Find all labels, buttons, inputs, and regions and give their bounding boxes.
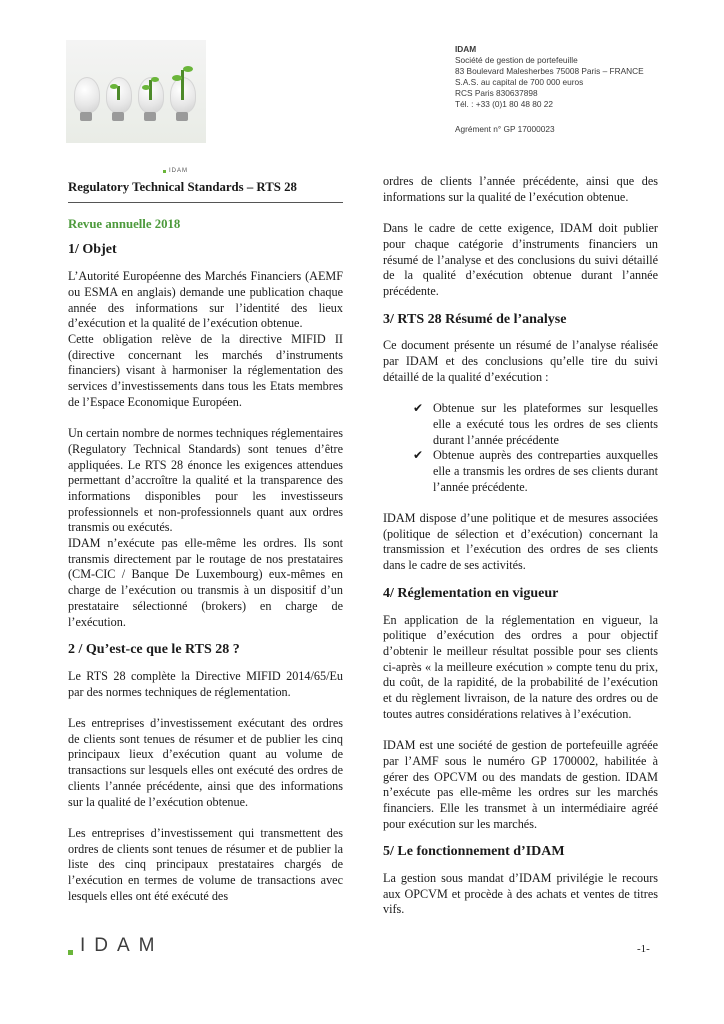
list-item-text: Obtenue auprès des contreparties auxquelles elle a transmis les ordres de ses clients durant l’année précédente. [433,448,658,494]
left-column [68,180,343,904]
section-3-heading: 3/ RTS 28 Résumé de l’analyse [383,311,567,327]
company-line: 83 Boulevard Malesherbes 75008 Paris – FRANCE [455,66,644,76]
paragraph: Le RTS 28 complète la Directive MIFID 2014/65/Eu par des normes techniques de réglementation. [68,668,343,699]
company-line: S.A.S. au capital de 700 000 euros [455,77,584,87]
company-logo [66,40,206,174]
paragraph: L’Autorité Européenne des Marchés Financiers (AEMF ou ESMA en anglais) demande une publication chaque année des informations sur l’identité des lieux d’exécution et la qualité de l’exécution obtenue. [68,269,343,331]
document-title: Regulatory Technical Standards – RTS 28 [68,180,343,203]
company-line: Tél. : +33 (0)1 80 48 80 22 [455,99,554,109]
check-icon: ✔ [413,401,424,416]
logo-text: IDAM [169,168,188,174]
paragraph: IDAM est une société de gestion de portefeuille agréée par l’AMF sous le numéro GP 1700002, habilitée à gérer des OPCVM ou des mandats de gestion. IDAM n’exécute pas elle-même les ordres sur les marchés financiers. Elle les transmet à un intermédiaire agréé pour exécution sur les marchés. [383,738,658,831]
company-name: IDAM [455,44,477,54]
paragraph: Cette obligation relève de la directive MIFID II (directive concernant les marchés d’instruments financiers) visant à harmoniser la réglementation des services d’investissements dans tous les Etats membres de l’Espace Economique Européen. [68,331,343,409]
company-line: RCS Paris 830637898 [455,88,538,98]
right-column [383,174,658,918]
paragraph: En application de la réglementation en vigueur, la politique d’exécution des ordres a pour objectif d’obtenir le meilleur résultat possible pour ses clients ci-après « la meilleure exécution » compte tenu du prix, du coût, de la rapidité, de la probabilité de l’exécution et du règlement livraison, de la nature des ordres ou de toutes autres considérations relatives à l’exécution. [383,612,658,721]
paragraph: La gestion sous mandat d’IDAM privilégie le recours aux OPCVM et procède à des achats et ventes de titres vifs. [383,871,658,917]
paragraph: Les entreprises d’investissement qui transmettent des ordres de clients sont tenues de résumer et de publier la liste des cinq principaux prestataires chargés de l’exécution en termes de volume de transactions avec lesquels elles ont été exécuté des [68,825,343,903]
paragraph: Les entreprises d’investissement exécutant des ordres de clients sont tenues de résumer et de publier les cinq principaux lieux d’exécution quant au volume de transactions sur lesquels elles ont exécuté des ordres de clients l’année précédente, ainsi que des informations sur la qualité de l’exécution obtenue. [68,716,343,809]
company-info [455,44,644,135]
list-item [413,401,658,448]
section-5-heading: 5/ Le fonctionnement d’IDAM [383,844,565,860]
paragraph: Un certain nombre de normes techniques réglementaires (Regulatory Technical Standards) sont tenues d’être appliquées. Le RTS 28 énonce les exigences attendues permettant d’accroître la qualité et la transparence des informations disponibles pour les investisseurs professionnels et non-professionnels quant aux ordres transmis ou exécutés. [68,426,343,535]
page-number: -1- [637,943,650,955]
check-list [383,401,658,495]
section-1-heading: 1/ Objet [68,242,117,258]
list-item-text: Obtenue sur les plateformes sur lesquelles elle a exécuté tous les ordres de ses clients durant l’année précédente [433,401,658,447]
section-2-heading: 2 / Qu’est-ce que le RTS 28 ? [68,642,240,658]
check-icon: ✔ [413,448,424,463]
company-line: Société de gestion de portefeuille [455,55,578,65]
paragraph: ordres de clients l’année précédente, ainsi que des informations sur la qualité de l’exécution obtenue. [383,174,658,204]
footer-logo [68,935,164,957]
paragraph: Ce document présente un résumé de l’analyse réalisée par IDAM et des conclusions qu’elle tire du suivi détaillé de la qualité d’exécution : [383,338,658,384]
paragraph: Dans le cadre de cette exigence, IDAM doit publier pour chaque catégorie d’instruments financiers un résumé de l’analyse et des conclusions du suivi détaillé de la qualité d’exécution obtenue durant l’année précédente. [383,221,658,298]
agrement-number: Agrément n° GP 17000023 [455,124,555,134]
list-item [413,448,658,495]
section-4-heading: 4/ Réglementation en vigueur [383,585,559,601]
footer-logo-text: IDAM [80,935,164,956]
paragraph: IDAM n’exécute pas elle-même les ordres. Ils sont transmis directement par le routage de nos prestataires (CM-CIC / Banque De Luxembourg) eux-mêmes en charge de l’exécution ou transmis à un dispositif d’un prestataire sélectionné (brokers) en charge de l’exécution. [68,536,343,629]
bulb-icon [74,77,100,113]
review-year: Revue annuelle 2018 [68,216,181,231]
paragraph: IDAM dispose d’une politique et de mesures associées (politique de sélection et d’exécution) concernant la transmission et l’exécution des ordres de ses clients dans le cadre de ses activités. [383,511,658,573]
